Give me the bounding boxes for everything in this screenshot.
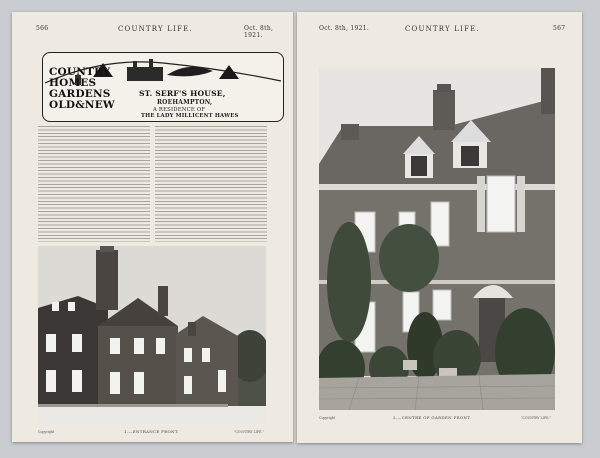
right-page (297, 12, 582, 443)
masthead-word-2: HOMES (49, 77, 97, 89)
left-page-number: 566 (36, 25, 49, 32)
right-plate-caption: 2.—CENTRE OF GARDEN FRONT. (393, 415, 472, 420)
left-page-date: Oct. 8th, 1921. (244, 25, 274, 39)
garden-front-photo (319, 68, 555, 410)
entrance-front-photo (38, 246, 266, 424)
left-running-head: COUNTRY LIFE. (118, 25, 193, 33)
country-homes-masthead (42, 52, 284, 122)
left-page (12, 12, 293, 442)
article-place: ROEHAMPTON, (157, 99, 213, 106)
right-running-head: COUNTRY LIFE. (405, 25, 480, 33)
left-plate-caption: 1.—ENTRANCE FRONT. (124, 429, 179, 434)
right-page-number: 567 (553, 25, 566, 32)
body-text-column-2 (155, 126, 267, 242)
right-plate-copyright: Copyright (319, 416, 336, 420)
residence-line: A RESIDENCE OF (153, 107, 206, 113)
owner-name: THE LADY MILLICENT HAWES (141, 113, 239, 119)
masthead-word-1: COUNTRY (49, 66, 111, 78)
left-plate-copyright: Copyright (38, 430, 55, 434)
article-title: ST. SERF'S HOUSE, (139, 89, 226, 98)
right-page-date: Oct. 8th, 1921. (319, 25, 370, 32)
right-plate-credit: "COUNTRY LIFE." (521, 416, 551, 420)
body-text-column-1 (38, 126, 150, 242)
masthead-word-3: GARDENS (49, 88, 111, 100)
left-plate-credit: "COUNTRY LIFE." (234, 430, 264, 434)
masthead-word-4: OLD&NEW (49, 99, 115, 111)
